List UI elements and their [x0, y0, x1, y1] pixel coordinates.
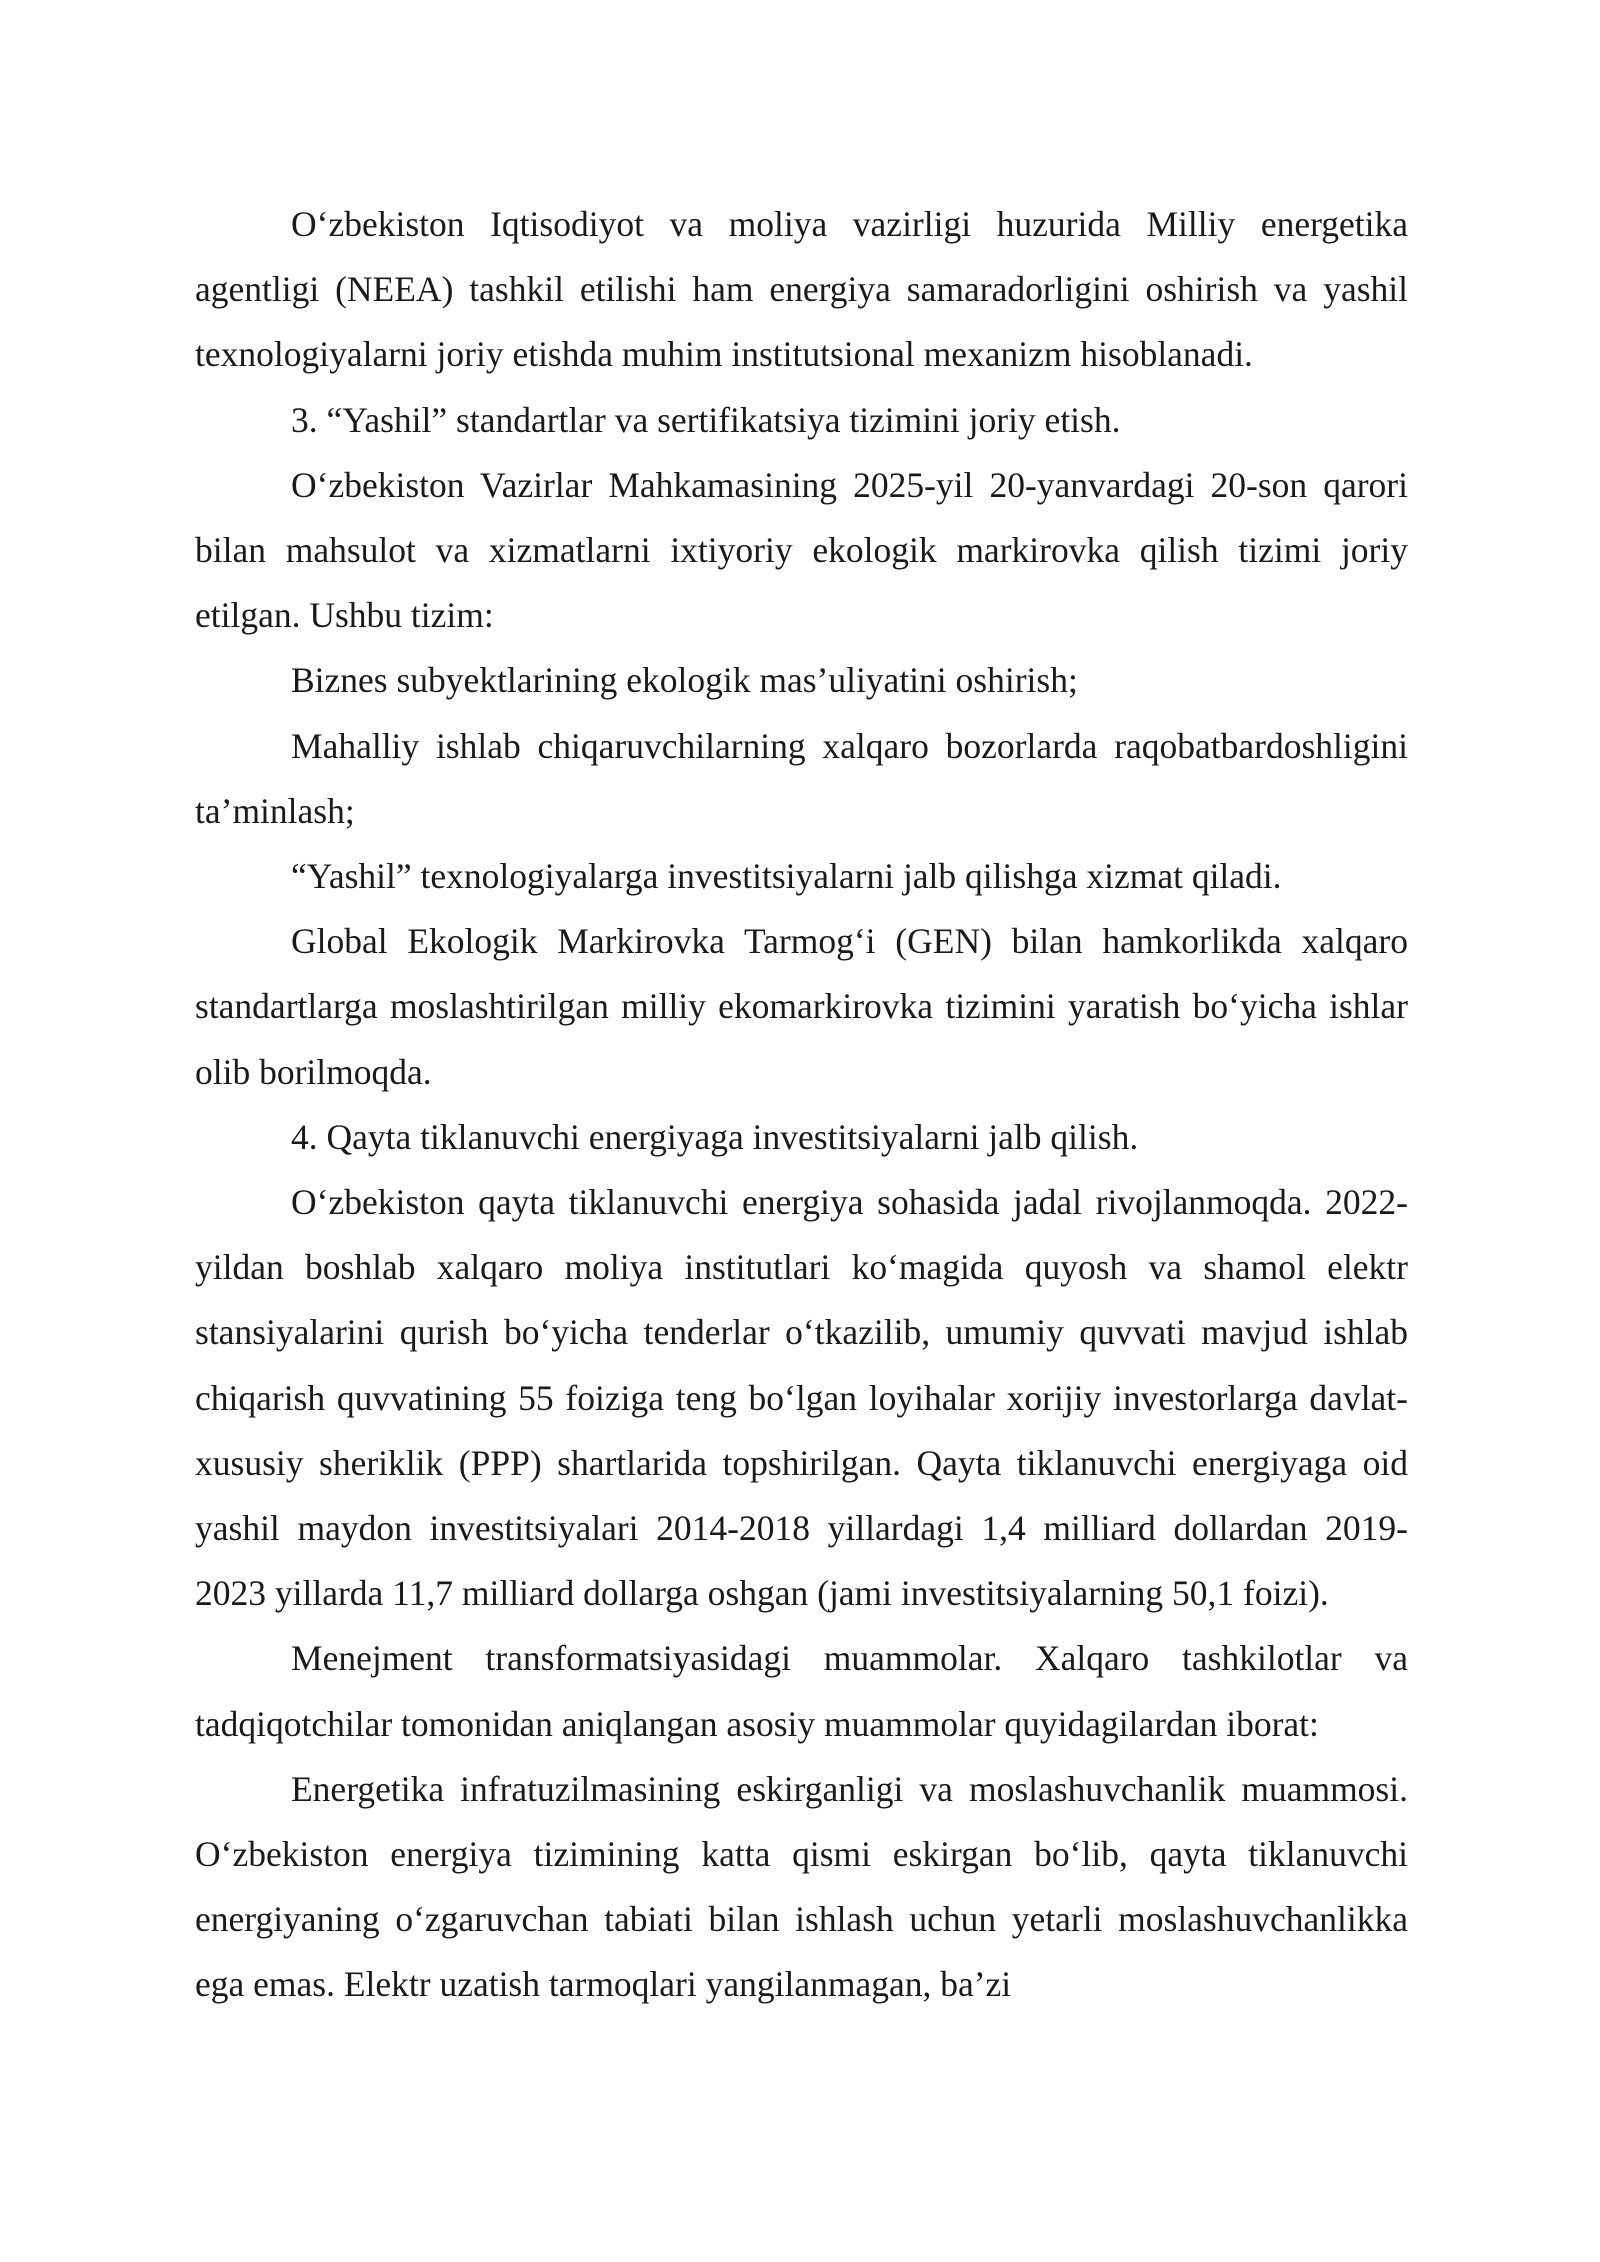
- paragraph-renewable-development: O‘zbekiston qayta tiklanuvchi energiya sohasida jadal rivojlanmoqda. 2022-yildan boshlab xalqaro moliya institutlari ko‘magida quyosh va shamol elektr stansiyalarini qurish bo‘yicha tenderlar o‘tkazilib, umumiy quvvati mavjud ishlab chiqarish quvvatining 55 foiziga teng bo‘lgan loyihalar xorijiy investorlarga davlat-xususiy sheriklik (PPP) shartlarida topshirilgan. Qayta tiklanuvchi energiyaga oid yashil maydon investitsiyalari 2014-2018 yillardagi 1,4 milliard dollardan 2019-2023 yillarda 11,7 milliard dollarga oshgan (jami investitsiyalarning 50,1 foizi).: [195, 1182, 1408, 1614]
- document-page: [195, 192, 1408, 2018]
- paragraph-infrastructure-aging: Energetika infratuzilmasining eskirganligi va moslashuvchanlik muammosi. O‘zbekiston energiya tizimining katta qismi eskirgan bo‘lib, qayta tiklanuvchi energiyaning o‘zgaruvchan tabiati bilan ishlash uchun yetarli moslashuvchanlikka ega emas. Elektr uzatish tarmoqlari yangilanmagan, ba’zi: [195, 1768, 1408, 2005]
- list-item-business-responsibility: Biznes subyektlarining ekologik mas’uliyatini oshirish;: [291, 660, 1078, 701]
- list-item-green-investment: “Yashil” texnologiyalarga investitsiyalarni jalb qilishga xizmat qiladi.: [291, 856, 1282, 897]
- list-item-competitiveness: Mahalliy ishlab chiqaruvchilarning xalqaro bozorlarda raqobatbardoshligini ta’minlash;: [195, 725, 1408, 831]
- paragraph-management-problems: Menejment transformatsiyasidagi muammolar. Xalqaro tashkilotlar va tadqiqotchilar tomonidan aniqlangan asosiy muammolar quyidagilardan iborat:: [195, 1638, 1408, 1744]
- paragraph-eco-labeling-resolution: O‘zbekiston Vazirlar Mahkamasining 2025-yil 20-yanvardagi 20-son qarori bilan mahsulot va xizmatlarni ixtiyoriy ekologik markirovka qilish tizimi joriy etilgan. Ushbu tizim:: [195, 464, 1408, 636]
- heading-green-standards: 3. “Yashil” standartlar va sertifikatsiya tizimini joriy etish.: [291, 399, 1121, 440]
- paragraph-gen-cooperation: Global Ekologik Markirovka Tarmog‘i (GEN) bilan hamkorlikda xalqaro standartlarga moslashtirilgan milliy ekomarkirovka tizimini yaratish bo‘yicha ishlar olib borilmoqda.: [195, 921, 1408, 1092]
- paragraph-neea-agency: O‘zbekiston Iqtisodiyot va moliya vazirligi huzurida Milliy energetika agentligi (NEEA) tashkil etilishi ham energiya samaradorligini oshirish va yashil texnologiyalarni joriy etishda muhim institutsional mexanizm hisoblanadi.: [195, 204, 1408, 375]
- heading-renewable-investment: 4. Qayta tiklanuvchi energiyaga investitsiyalarni jalb qilish.: [291, 1116, 1139, 1157]
